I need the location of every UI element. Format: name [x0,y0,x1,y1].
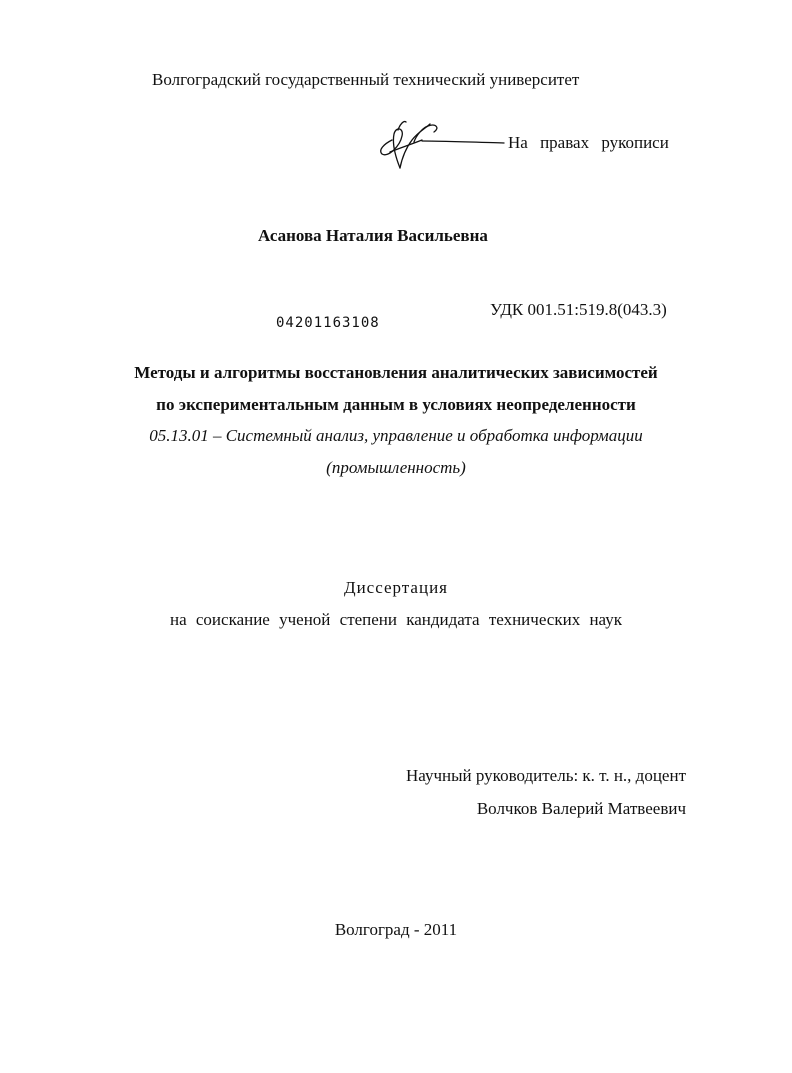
udc-code: УДК 001.51:519.8(043.3) [490,300,667,319]
specialty-line-2: (промышленность) [326,458,466,477]
author-name: Асанова Наталия Васильевна [258,226,488,245]
dissertation-title-line-2: по экспериментальным данным в условиях неопределенности [156,395,636,414]
supervisor-label: Научный руководитель: к. т. н., доцент [406,766,686,785]
city-year: Волгоград - 2011 [334,920,458,939]
specialty-line-1: 05.13.01 – Системный анализ, управление и обработка информации [149,426,643,445]
registration-number: 04201163108 [276,315,380,331]
supervisor-name: Волчков Валерий Матвеевич [476,799,686,818]
manuscript-rights-note: На правах рукописи [508,133,669,152]
university-name: Волгоградский государственный технический университет [152,70,580,89]
degree-statement: на соискание ученой степени кандидата технических наук [169,610,622,629]
dissertation-title-line-1: Методы и алгоритмы восстановления аналитических зависимостей [134,363,658,382]
signature-icon [370,110,505,178]
document-type: Диссертация [343,578,448,597]
